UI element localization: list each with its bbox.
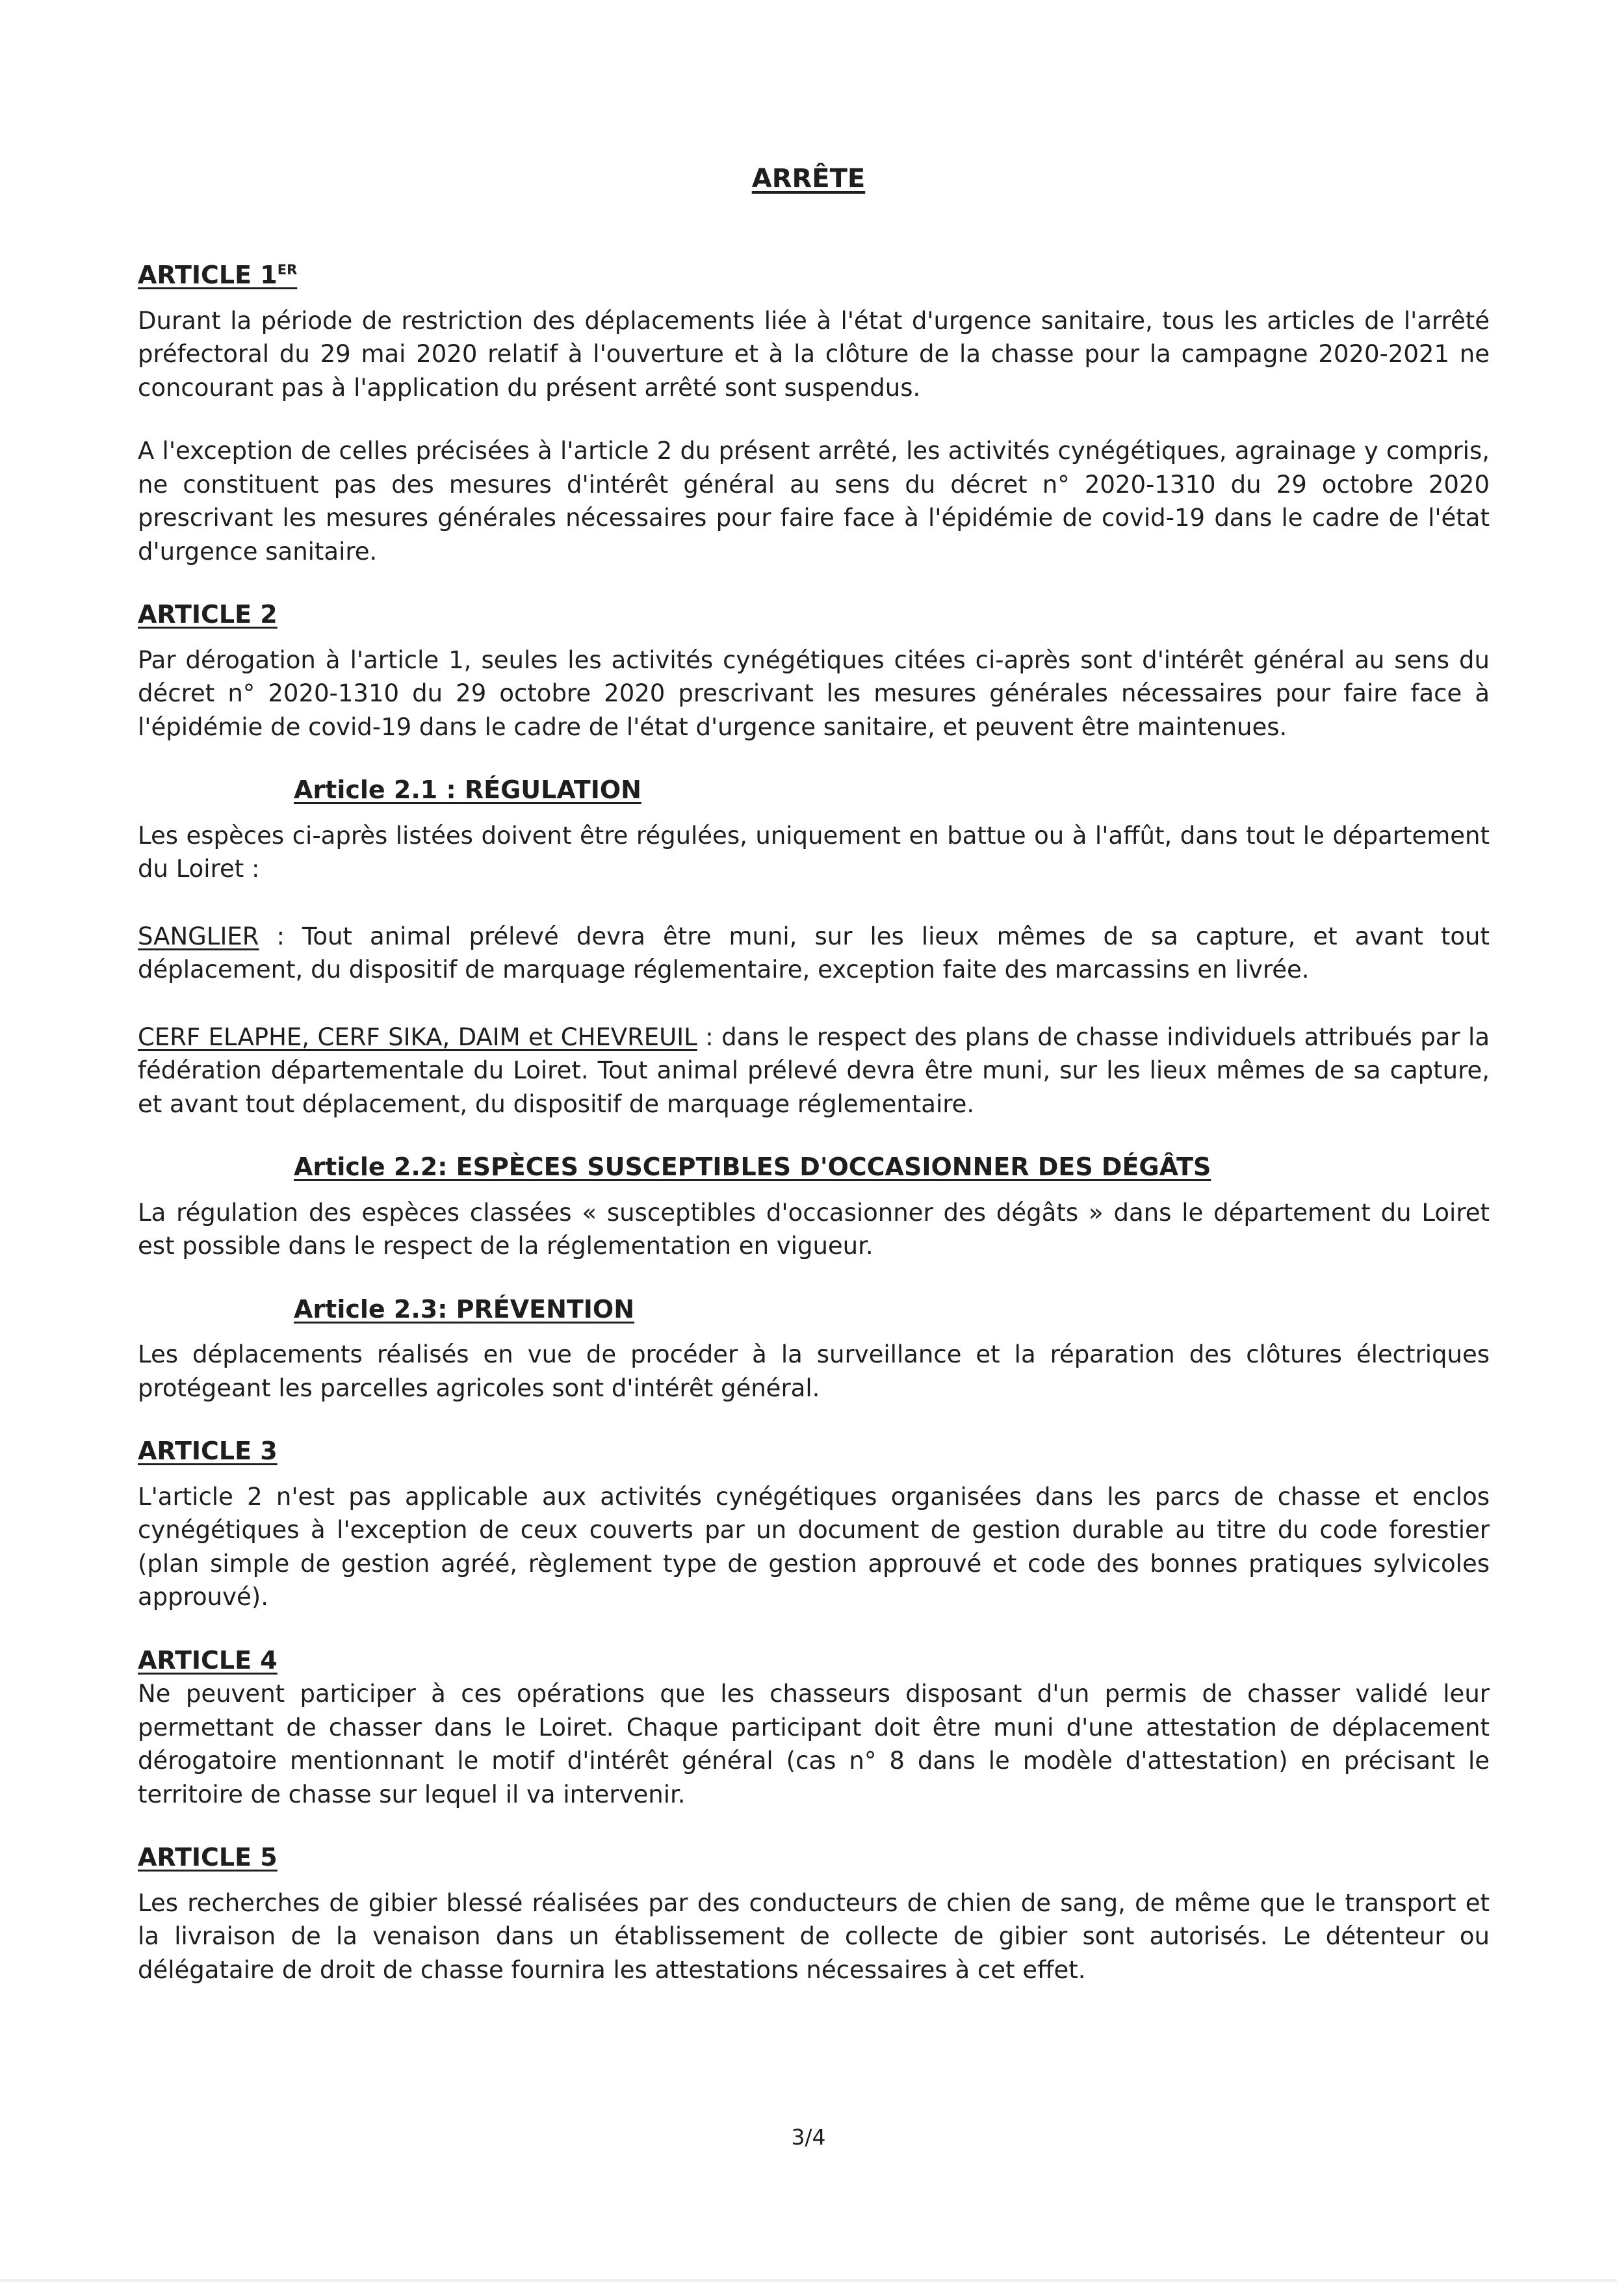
article-4-heading: ARTICLE 4 — [138, 1645, 278, 1675]
article-3-heading: ARTICLE 3 — [138, 1437, 278, 1465]
page-number: 3/4 — [791, 2124, 826, 2150]
article-2-2-heading: Article 2.2: ESPÈCES SUSCEPTIBLES D'OCCASIONNER DES DÉGÂTS — [294, 1153, 1211, 1181]
article-2-3-paragraph-1: Les déplacements réalisés en vue de procéder à la surveillance et la réparation des clôtures électriques protégeant les parcelles agricoles sont d'intérêt général. — [138, 1340, 1490, 1402]
document-body — [138, 259, 1490, 1987]
article-1-paragraph-1: Durant la période de restriction des déplacements liée à l'état d'urgence sanitaire, tous les articles de l'arrêté préfectoral du 29 mai 2020 relatif à l'ouverture et à la clôture de la chasse pour la campagne 2020-2021 ne concourant pas à l'application du présent arrêté sont suspendus. — [138, 306, 1490, 402]
document-title: ARRÊTE — [751, 164, 866, 194]
article-1-paragraph-2: A l'exception de celles précisées à l'article 2 du présent arrêté, les activités cynégétiques, agrainage y compris, ne constituent pas des mesures d'intérêt général au sens du décret n° 2020-1310 du 29 octobre 2020 prescrivant les mesures générales nécessaires pour faire face à l'épidémie de covid-19 dans le cadre de l'état d'urgence sanitaire. — [138, 437, 1490, 566]
article-2-heading: ARTICLE 2 — [138, 600, 278, 629]
article-1-heading-superscript: ER — [277, 262, 298, 278]
cervides-label: CERF ELAPHE, CERF SIKA, DAIM et CHEVREUIL — [138, 1023, 697, 1051]
article-2-1-heading: Article 2.1 : RÉGULATION — [294, 776, 641, 804]
article-2-paragraph-1: Par dérogation à l'article 1, seules les activités cynégétiques citées ci-après sont d'intérêt général au sens du décret n° 2020-1310 du 29 octobre 2020 prescrivant les mesures générales nécessaires pour faire face à l'épidémie de covid-19 dans le cadre de l'état d'urgence sanitaire, et peuvent être maintenues. — [138, 646, 1490, 741]
article-2-1-paragraph-1: Les espèces ci-après listées doivent être régulées, uniquement en battue ou à l'affût, dans tout le département du Loiret : — [138, 821, 1490, 883]
article-2-1-cervides-paragraph — [138, 1021, 1490, 1121]
cervides-text: : dans le respect des plans de chasse individuels attribués par la fédération départementale du Loiret. Tout animal prélevé devra être muni, sur les lieux mêmes de sa capture, et avant tout déplacement, du dispositif de marquage réglementaire. — [138, 1023, 1490, 1118]
article-3-paragraph-1: L'article 2 n'est pas applicable aux activités cynégétiques organisées dans les parcs de chasse et enclos cynégétiques à l'exception de ceux couverts par un document de gestion durable au titre du code forestier (plan simple de gestion agréé, règlement type de gestion approuvé et code des bonnes pratiques sylvicoles approuvé). — [138, 1482, 1490, 1611]
sanglier-label: SANGLIER — [138, 922, 259, 950]
article-2-2-paragraph-1: La régulation des espèces classées « susceptibles d'occasionner des dégâts » dans le département du Loiret est possible dans le respect de la réglementation en vigueur. — [138, 1198, 1490, 1260]
article-2-1-sanglier-paragraph — [138, 920, 1490, 987]
article-2-3-heading: Article 2.3: PRÉVENTION — [294, 1294, 635, 1324]
article-4-paragraph-1: Ne peuvent participer à ces opérations que les chasseurs disposant d'un permis de chasser validé leur permettant de chasser dans le Loiret. Chaque participant doit être muni d'une attestation de déplacement dérogatoire mentionnant le motif d'intérêt général (cas n° 8 dans le modèle d'attestation) en précisant le territoire de chasse sur lequel il va intervenir. — [138, 1680, 1490, 1808]
article-5-heading: ARTICLE 5 — [138, 1843, 278, 1872]
article-5-paragraph-1: Les recherches de gibier blessé réalisées par des conducteurs de chien de sang, de même que le transport et la livraison de la venaison dans un établissement de collecte de gibier sont autorisés. Le détenteur ou délégataire de droit de chasse fournira les attestations nécessaires à cet effet. — [138, 1888, 1490, 1984]
sanglier-text: : Tout animal prélevé devra être muni, sur les lieux mêmes de sa capture, et avant tout déplacement, du dispositif de marquage réglementaire, exception faite des marcassins en livrée. — [138, 922, 1490, 984]
scan-edge-line — [0, 2279, 1617, 2282]
article-1-heading — [138, 259, 1490, 293]
article-1-heading-text: ARTICLE 1 — [138, 261, 278, 289]
